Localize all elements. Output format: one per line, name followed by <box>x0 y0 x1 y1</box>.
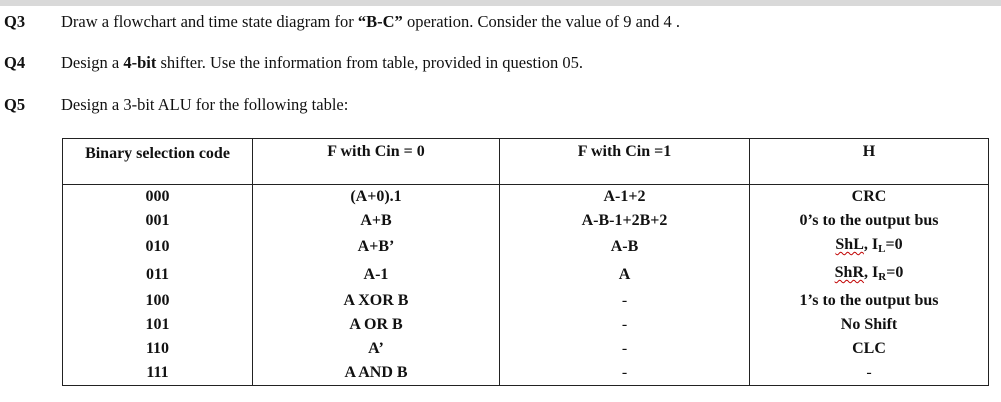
table-row <box>63 361 989 386</box>
cell-h-subscript: L <box>878 243 886 255</box>
cell-f-cin-1: A-B <box>500 233 750 261</box>
cell-code: 001 <box>63 209 253 233</box>
cell-h-text: =0 <box>885 236 903 253</box>
cell-f-cin-1: - <box>500 313 750 337</box>
cell-f-cin-0: A XOR B <box>253 289 500 313</box>
cell-h-op: ShR <box>834 264 865 281</box>
question-text <box>61 12 680 32</box>
cell-h-text: , I <box>863 236 879 253</box>
cell-f-cin-0: A+B’ <box>253 233 500 261</box>
header-binary-selection-code: Binary selection code <box>63 139 253 185</box>
table-row <box>63 337 989 361</box>
header-f-cin-0: F with Cin = 0 <box>253 139 500 185</box>
cell-f-cin-0: A AND B <box>253 361 500 386</box>
cell-h: 1’s to the output bus <box>750 289 989 313</box>
cell-h-text: =0 <box>886 264 904 281</box>
table-row <box>63 313 989 337</box>
question-number: Q4 <box>4 53 26 72</box>
cell-h <box>750 233 989 261</box>
cell-code: 010 <box>63 233 253 261</box>
cell-f-cin-1: - <box>500 337 750 361</box>
cell-h: CLC <box>750 337 989 361</box>
question-text: Design a 3-bit ALU for the following table: <box>61 95 349 114</box>
header-f-cin-1: F with Cin =1 <box>500 139 750 185</box>
cell-h-subscript: R <box>878 271 887 283</box>
question-text-part: Draw a flowchart and time state diagram for <box>61 12 358 31</box>
question-text-part: shifter. Use the information from table, provided in question 05. <box>156 53 583 72</box>
cell-f-cin-1: - <box>500 361 750 386</box>
cell-f-cin-1: A-1+2 <box>500 185 750 210</box>
table-row <box>63 185 989 210</box>
question-text <box>61 53 583 73</box>
cell-f-cin-1: - <box>500 289 750 313</box>
cell-f-cin-0: A+B <box>253 209 500 233</box>
cell-code: 111 <box>63 361 253 386</box>
cell-h: CRC <box>750 185 989 210</box>
cell-h: 0’s to the output bus <box>750 209 989 233</box>
cell-code: 000 <box>63 185 253 210</box>
cell-f-cin-0: A’ <box>253 337 500 361</box>
cell-h: - <box>750 361 989 386</box>
question-number: Q3 <box>4 12 26 31</box>
cell-f-cin-0: A OR B <box>253 313 500 337</box>
cell-code: 110 <box>63 337 253 361</box>
question-text-bold: 4-bit <box>123 53 157 72</box>
question-text-bold: “B-C” <box>357 12 403 31</box>
cell-f-cin-1: A <box>500 261 750 289</box>
question-number: Q5 <box>4 95 26 114</box>
table-row <box>63 209 989 233</box>
header-h: H <box>750 139 989 185</box>
cell-h: No Shift <box>750 313 989 337</box>
question-text-part: Design a <box>61 53 124 72</box>
top-border-strip <box>0 0 1001 6</box>
cell-f-cin-0: A-1 <box>253 261 500 289</box>
cell-h-text: , I <box>864 264 879 281</box>
cell-code: 101 <box>63 313 253 337</box>
table-row <box>63 261 989 289</box>
table-row <box>63 233 989 261</box>
table-header-row <box>63 139 989 185</box>
alu-table <box>62 138 989 386</box>
question-text-part: operation. Consider the value of 9 and 4 . <box>402 12 681 31</box>
cell-h-op: ShL <box>835 236 864 253</box>
cell-code: 011 <box>63 261 253 289</box>
cell-code: 100 <box>63 289 253 313</box>
cell-h <box>750 261 989 289</box>
table-row <box>63 289 989 313</box>
cell-f-cin-1: A-B-1+2B+2 <box>500 209 750 233</box>
cell-f-cin-0: (A+0).1 <box>253 185 500 210</box>
